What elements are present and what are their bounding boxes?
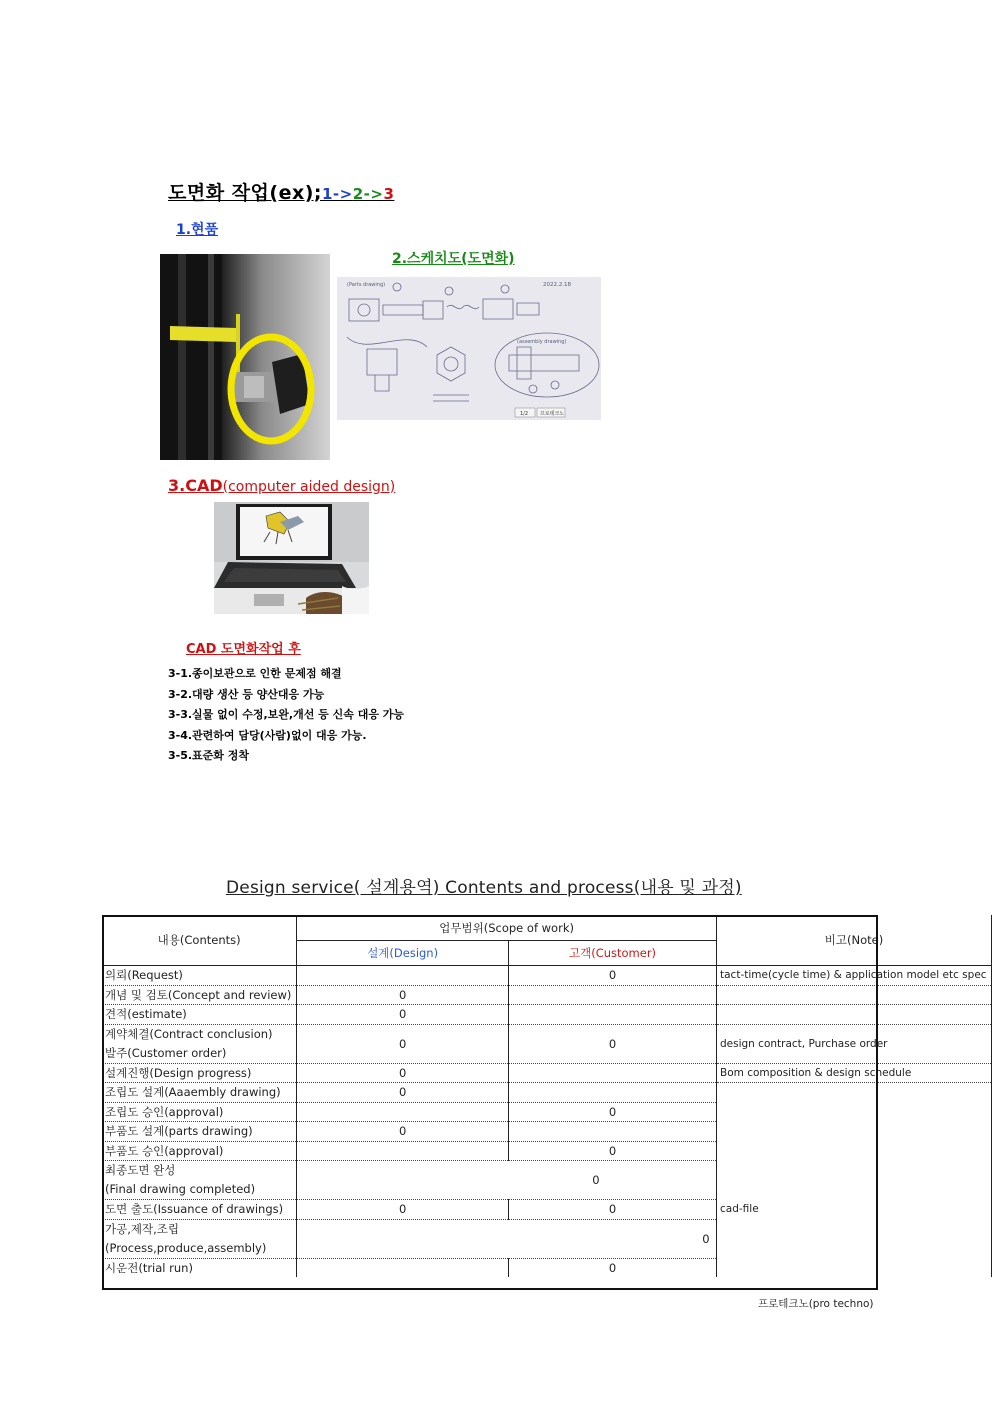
list-item: 3-5.표준화 정착	[168, 749, 250, 762]
step2-label: 2.스케치도(도면화)	[392, 251, 515, 267]
step3-cad: 3.CAD	[168, 476, 223, 495]
header-design: 설계(Design)	[297, 941, 509, 966]
company-footer: 프로테크노(pro techno)	[758, 1298, 874, 1310]
table-row: 설계진행(Design progress) 0 Bom composition & design schedule	[102, 1063, 992, 1083]
table-row: 견적(estimate) 0	[102, 1005, 992, 1025]
table-row: 최종도면 완성 (Final drawing completed) 0	[102, 1161, 992, 1200]
step3-label	[168, 476, 395, 495]
table-row: 의뢰(Request) 0 tact-time(cycle time) & application model etc spec	[102, 966, 992, 986]
header-contents: 내용(Contents)	[102, 915, 297, 966]
sketch-note-parts: (Parts drawing)	[347, 282, 386, 288]
benefits-list	[168, 664, 404, 767]
header-scope: 업무범위(Scope of work)	[297, 915, 717, 941]
sketch-btn-a: 1/2	[520, 411, 529, 417]
header-note: 비고(Note)	[717, 915, 992, 966]
cad-photo	[214, 502, 369, 614]
list-item: 3-2.대량 생산 등 양산대응 가능	[168, 687, 325, 701]
table-row: 부품도 설계(parts drawing) 0	[102, 1122, 992, 1142]
sketch-photo	[337, 277, 601, 420]
step3-sub: (computer aided design)	[222, 479, 396, 495]
table-row: 도면 출도(Issuance of drawings) 0 0 cad-file	[102, 1200, 992, 1220]
table-row: 가공,제작,조립 (Process,produce,assembly) 0	[102, 1219, 992, 1258]
page-title	[168, 178, 394, 205]
sketch-note-date: 2022.2.18	[543, 282, 571, 288]
service-table	[102, 915, 992, 1277]
list-item: 3-4.관련하여 담당(사람)없이 대응 가능.	[168, 728, 367, 742]
list-item: 3-1.종이보관으로 인한 문제점 해결	[168, 667, 342, 680]
sketch-btn-b: 프로테크노	[540, 411, 565, 417]
title-main: 도면화 작업(ex);	[168, 182, 322, 204]
title-step1: 1->	[322, 185, 353, 203]
service-title: Design service( 설계용역) Contents and process(내용 및 과정)	[226, 878, 742, 898]
table-row: 개념 및 검토(Concept and review) 0	[102, 985, 992, 1005]
title-step2: 2->	[352, 185, 384, 203]
table-row: 부품도 승인(approval) 0	[102, 1141, 992, 1161]
table-row: 계약체결(Contract conclusion) 발주(Customer order) 0 0 design contract, Purchase order	[102, 1024, 992, 1063]
table-row: 조립도 승인(approval) 0	[102, 1102, 992, 1122]
title-step3: 3	[383, 185, 395, 203]
table-row: 조립도 설계(Aaaembly drawing) 0	[102, 1083, 992, 1103]
header-customer: 고객(Customer)	[509, 941, 717, 966]
after-cad-heading: CAD 도면화작업 후	[186, 642, 301, 657]
table-row: 시운전(trial run) 0	[102, 1258, 992, 1277]
list-item: 3-3.실물 없이 수정,보완,개선 등 신속 대응 가능	[168, 708, 405, 721]
sketch-note-assembly: (assembly drawing)	[517, 339, 567, 345]
part-photo	[160, 254, 330, 460]
step1-label: 1.현품	[176, 222, 219, 238]
